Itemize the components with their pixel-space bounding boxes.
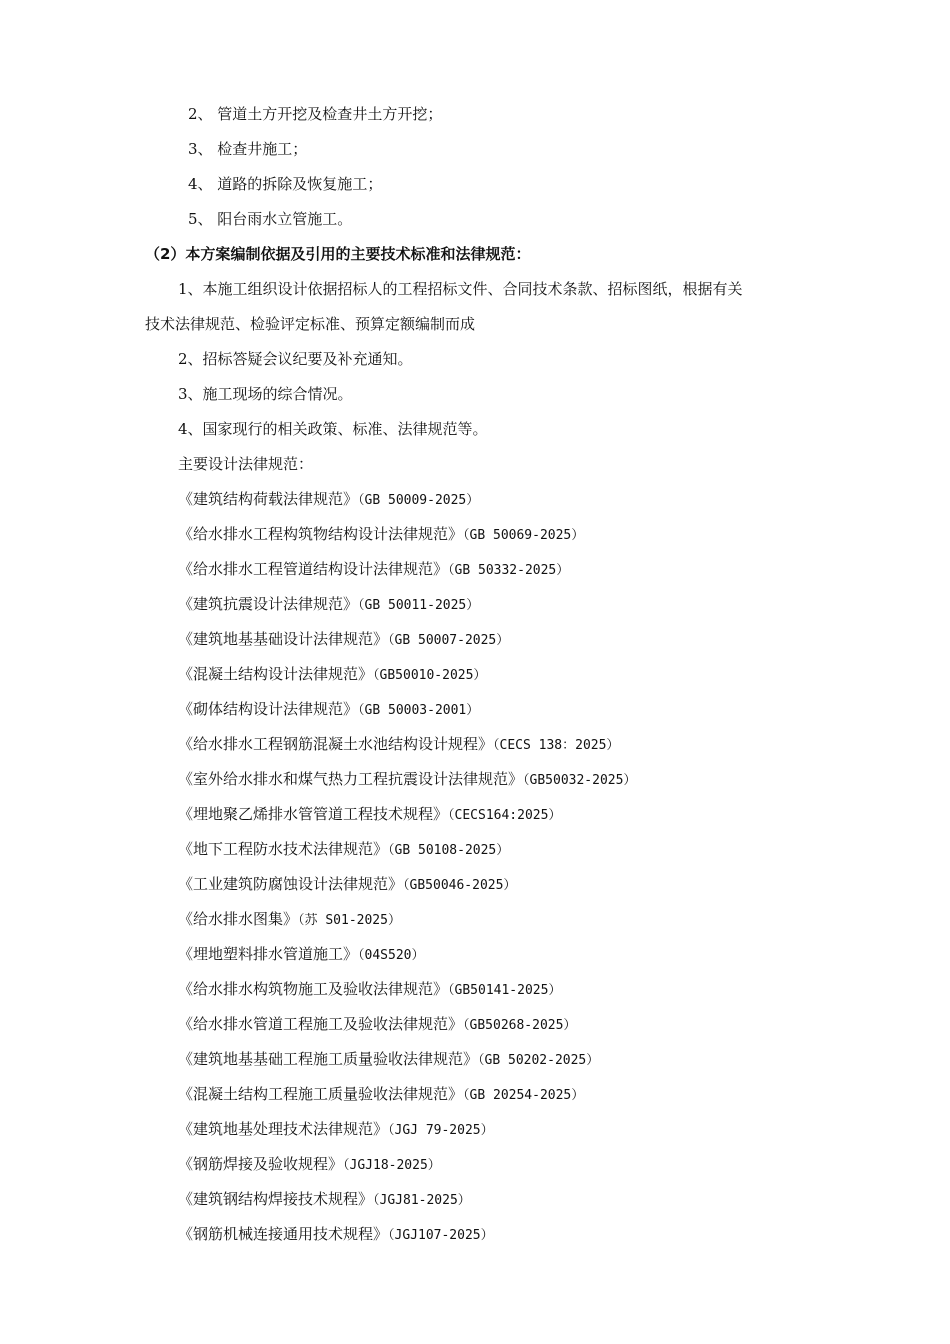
design-norms-label: 主要设计法律规范： (178, 455, 314, 473)
standard-item (178, 734, 619, 756)
standard-code: （GB50010-2025） (373, 668, 487, 683)
standard-item (178, 1224, 494, 1246)
standard-title: 《建筑抗震设计法律规范》 (178, 595, 359, 613)
standard-item (178, 489, 479, 511)
standard-code: （GB 50202-2025） (478, 1053, 600, 1068)
standard-title: 《建筑地基基础工程施工质量验收法律规范》 (178, 1050, 479, 1068)
standard-code: （JGJ 79-2025） (388, 1123, 494, 1138)
standard-item (178, 979, 561, 1001)
standard-item (178, 874, 516, 896)
section-heading: （2）本方案编制依据及引用的主要技术标准和法律规范： (145, 245, 531, 263)
basis-item: 2、招标答疑会议纪要及补充通知。 (178, 350, 413, 368)
standard-item (178, 769, 636, 791)
standard-title: 《建筑钢结构焊接技术规程》 (178, 1190, 374, 1208)
standard-code: （GB 50003-2001） (358, 703, 480, 718)
standard-code: （GB 50011-2025） (358, 598, 480, 613)
scope-item: 2、 管道土方开挖及检查井土方开挖； (188, 105, 443, 123)
standard-item (178, 1119, 494, 1141)
standard-item (178, 1014, 576, 1036)
standard-title: 《混凝土结构工程施工质量验收法律规范》 (178, 1085, 464, 1103)
standard-title: 《建筑结构荷载法律规范》 (178, 490, 359, 508)
standard-item (178, 1084, 584, 1106)
scope-item: 4、 道路的拆除及恢复施工； (188, 175, 383, 193)
basis-item: 1、本施工组织设计依据招标人的工程招标文件、合同技术条款、招标图纸，根据有关 (178, 280, 743, 298)
scope-item: 3、 检查井施工； (188, 140, 308, 158)
standard-code: （CECS 138：2025） (493, 738, 620, 753)
standard-title: 《地下工程防水技术法律规范》 (178, 840, 389, 858)
standard-title: 《砌体结构设计法律规范》 (178, 700, 359, 718)
standard-title: 《给水排水图集》 (178, 910, 299, 928)
standard-title: 《工业建筑防腐蚀设计法律规范》 (178, 875, 404, 893)
standard-code: （JGJ107-2025） (388, 1228, 494, 1243)
standard-title: 《钢筋焊接及验收规程》 (178, 1155, 344, 1173)
standard-code: （GB50032-2025） (523, 773, 637, 788)
standard-code: （GB 50009-2025） (358, 493, 480, 508)
basis-item: 4、国家现行的相关政策、标准、法律规范等。 (178, 420, 488, 438)
standard-title: 《给水排水工程构筑物结构设计法律规范》 (178, 525, 464, 543)
standard-title: 《建筑地基基础设计法律规范》 (178, 630, 389, 648)
standard-item (178, 524, 584, 546)
standard-title: 《给水排水工程管道结构设计法律规范》 (178, 560, 449, 578)
standard-item (178, 559, 569, 581)
standard-code: （GB50268-2025） (463, 1018, 577, 1033)
standard-code: （GB 50007-2025） (388, 633, 510, 648)
standard-title: 《钢筋机械连接通用技术规程》 (178, 1225, 389, 1243)
standard-code: （CECS164:2025） (448, 808, 562, 823)
standard-code: （GB50141-2025） (448, 983, 562, 998)
standard-title: 《混凝土结构设计法律规范》 (178, 665, 374, 683)
standard-title: 《建筑地基处理技术法律规范》 (178, 1120, 389, 1138)
standard-item (178, 839, 509, 861)
standard-code: （JGJ81-2025） (373, 1193, 471, 1208)
standard-code: （04S520） (358, 948, 425, 963)
standard-code: （GB 50069-2025） (463, 528, 585, 543)
standard-code: （苏 S01-2025） (298, 913, 401, 928)
standard-item (178, 1189, 471, 1211)
basis-item: 3、施工现场的综合情况。 (178, 385, 353, 403)
standard-item (178, 699, 479, 721)
standard-code: （GB 20254-2025） (463, 1088, 585, 1103)
standard-item (178, 1049, 599, 1071)
standard-item (178, 629, 509, 651)
standard-code: （GB 50108-2025） (388, 843, 510, 858)
standard-item (178, 944, 424, 966)
standard-code: （JGJ18-2025） (343, 1158, 441, 1173)
scope-item: 5、 阳台雨水立管施工。 (188, 210, 353, 228)
standard-title: 《埋地聚乙烯排水管管道工程技术规程》 (178, 805, 449, 823)
standard-title: 《室外给水排水和煤气热力工程抗震设计法律规范》 (178, 770, 524, 788)
standard-title: 《给水排水工程钢筋混凝土水池结构设计规程》 (178, 735, 494, 753)
standard-item (178, 664, 486, 686)
standard-code: （GB50046-2025） (403, 878, 517, 893)
standard-code: （GB 50332-2025） (448, 563, 570, 578)
standard-item (178, 1154, 441, 1176)
standard-title: 《给水排水构筑物施工及验收法律规范》 (178, 980, 449, 998)
standard-title: 《埋地塑料排水管道施工》 (178, 945, 359, 963)
standard-item (178, 909, 401, 931)
basis-item-continuation: 技术法律规范、检验评定标准、预算定额编制而成 (145, 315, 476, 333)
standard-item (178, 594, 479, 616)
standard-title: 《给水排水管道工程施工及验收法律规范》 (178, 1015, 464, 1033)
standard-item (178, 804, 561, 826)
